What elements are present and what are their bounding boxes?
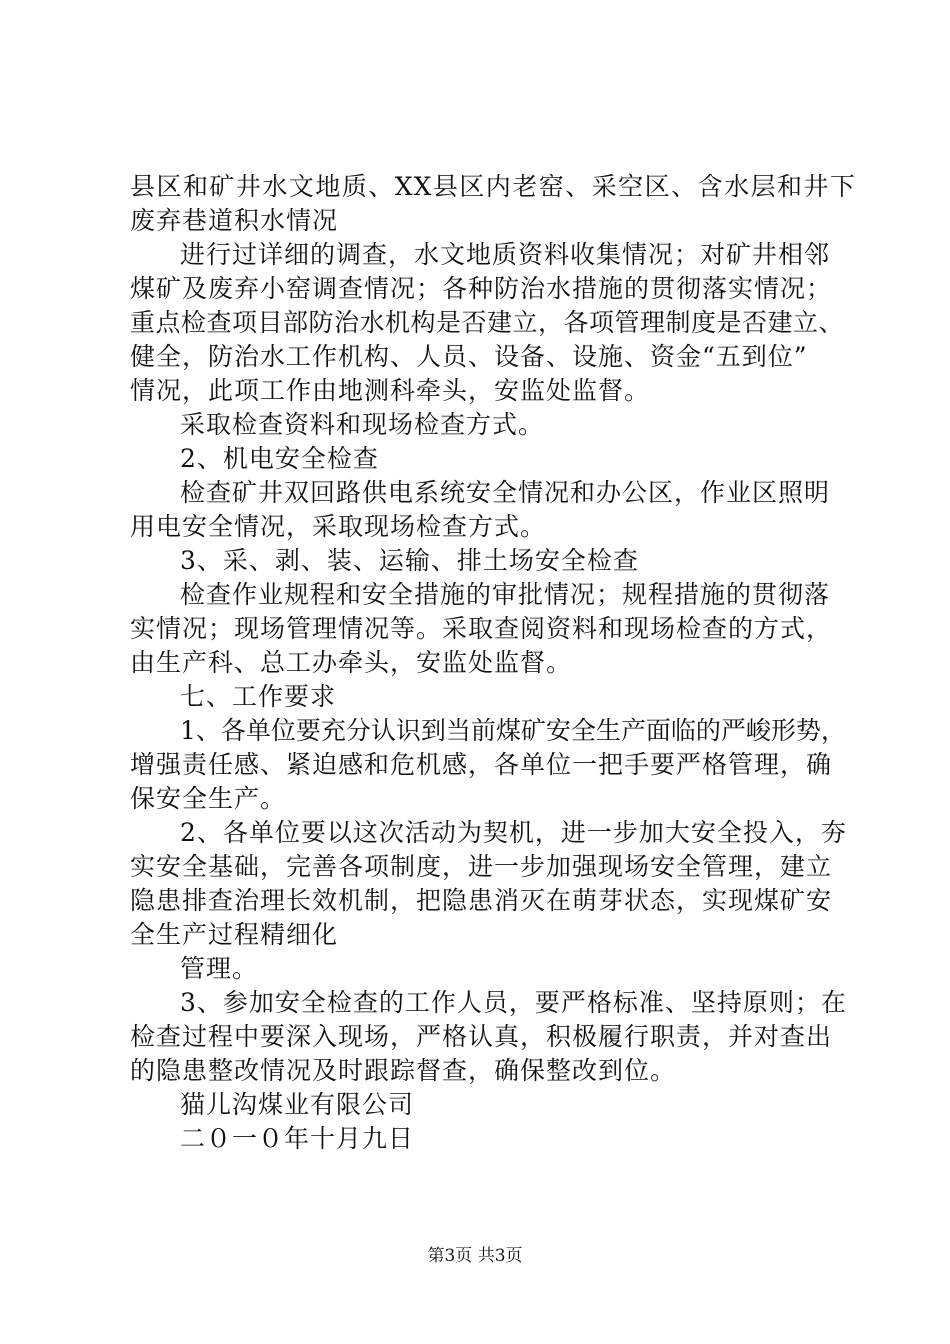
text-line: 1、各单位要充分认识到当前煤矿安全生产面临的严峻形势， [180, 716, 846, 745]
text-line: 重点检查项目部防治水机构是否建立，各项管理制度是否建立、 [130, 308, 845, 337]
text-line: 管理。 [180, 954, 259, 983]
section-heading: 2、机电安全检查 [180, 444, 379, 473]
text-line: 实情况；现场管理情况等。采取查阅资料和现场检查的方式， [130, 614, 833, 643]
section-heading: 3、采、剥、装、运输、排土场安全检查 [180, 546, 639, 575]
text-line: 保安全生产。 [130, 784, 287, 813]
text-line: 用电安全情况，采取现场检查方式。 [130, 512, 547, 541]
text-line: 检查作业规程和安全措施的审批情况；规程措施的贯彻落 [180, 580, 831, 609]
text-line: 采取检查资料和现场检查方式。 [180, 410, 545, 439]
text-line: 煤矿及废弃小窑调查情况；各种防治水措施的贯彻落实情况； [130, 274, 833, 303]
text-line: 由生产科、总工办牵头，安监处监督。 [130, 648, 573, 677]
text-line: 增强责任感、紧迫感和危机感，各单位一把手要严格管理，确 [130, 750, 833, 779]
text-line: 3、参加安全检查的工作人员，要严格标准、坚持原则；在 [180, 988, 847, 1017]
section-heading: 七、工作要求 [180, 682, 337, 711]
text-line: 情况，此项工作由地测科牵头，安监处监督。 [130, 376, 651, 405]
text-line: 检查矿井双回路供电系统安全情况和办公区，作业区照明 [180, 478, 831, 507]
text-line: 2、各单位要以这次活动为契机，进一步加大安全投入，夯 [180, 818, 847, 847]
company-signature: 猫儿沟煤业有限公司 [180, 1090, 415, 1119]
text-line: 实安全基础，完善各项制度，进一步加强现场安全管理，建立 [130, 852, 833, 881]
text-line: 县区和矿井水文地质、XX县区内老窑、采空区、含水层和井下 [130, 172, 856, 201]
text-line: 全生产过程精细化 [130, 920, 339, 949]
document-body [130, 170, 856, 1156]
text-line: 隐患排查治理长效机制，把隐患消灭在萌芽状态，实现煤矿安 [130, 886, 833, 915]
page-number: 第3页 共3页 [427, 1246, 523, 1266]
text-line: 的隐患整改情况及时跟踪督查，确保整改到位。 [130, 1056, 677, 1085]
text-line: 检查过程中要深入现场，严格认真，积极履行职责，并对查出 [130, 1022, 833, 1051]
document-date: 二０一０年十月九日 [180, 1124, 415, 1153]
text-line: 废弃巷道积水情况 [130, 206, 339, 235]
text-line: 健全，防治水工作机构、人员、设备、设施、资金“五到位” [130, 342, 808, 371]
text-line: 进行过详细的调查，水文地质资料收集情况；对矿井相邻 [180, 240, 831, 269]
